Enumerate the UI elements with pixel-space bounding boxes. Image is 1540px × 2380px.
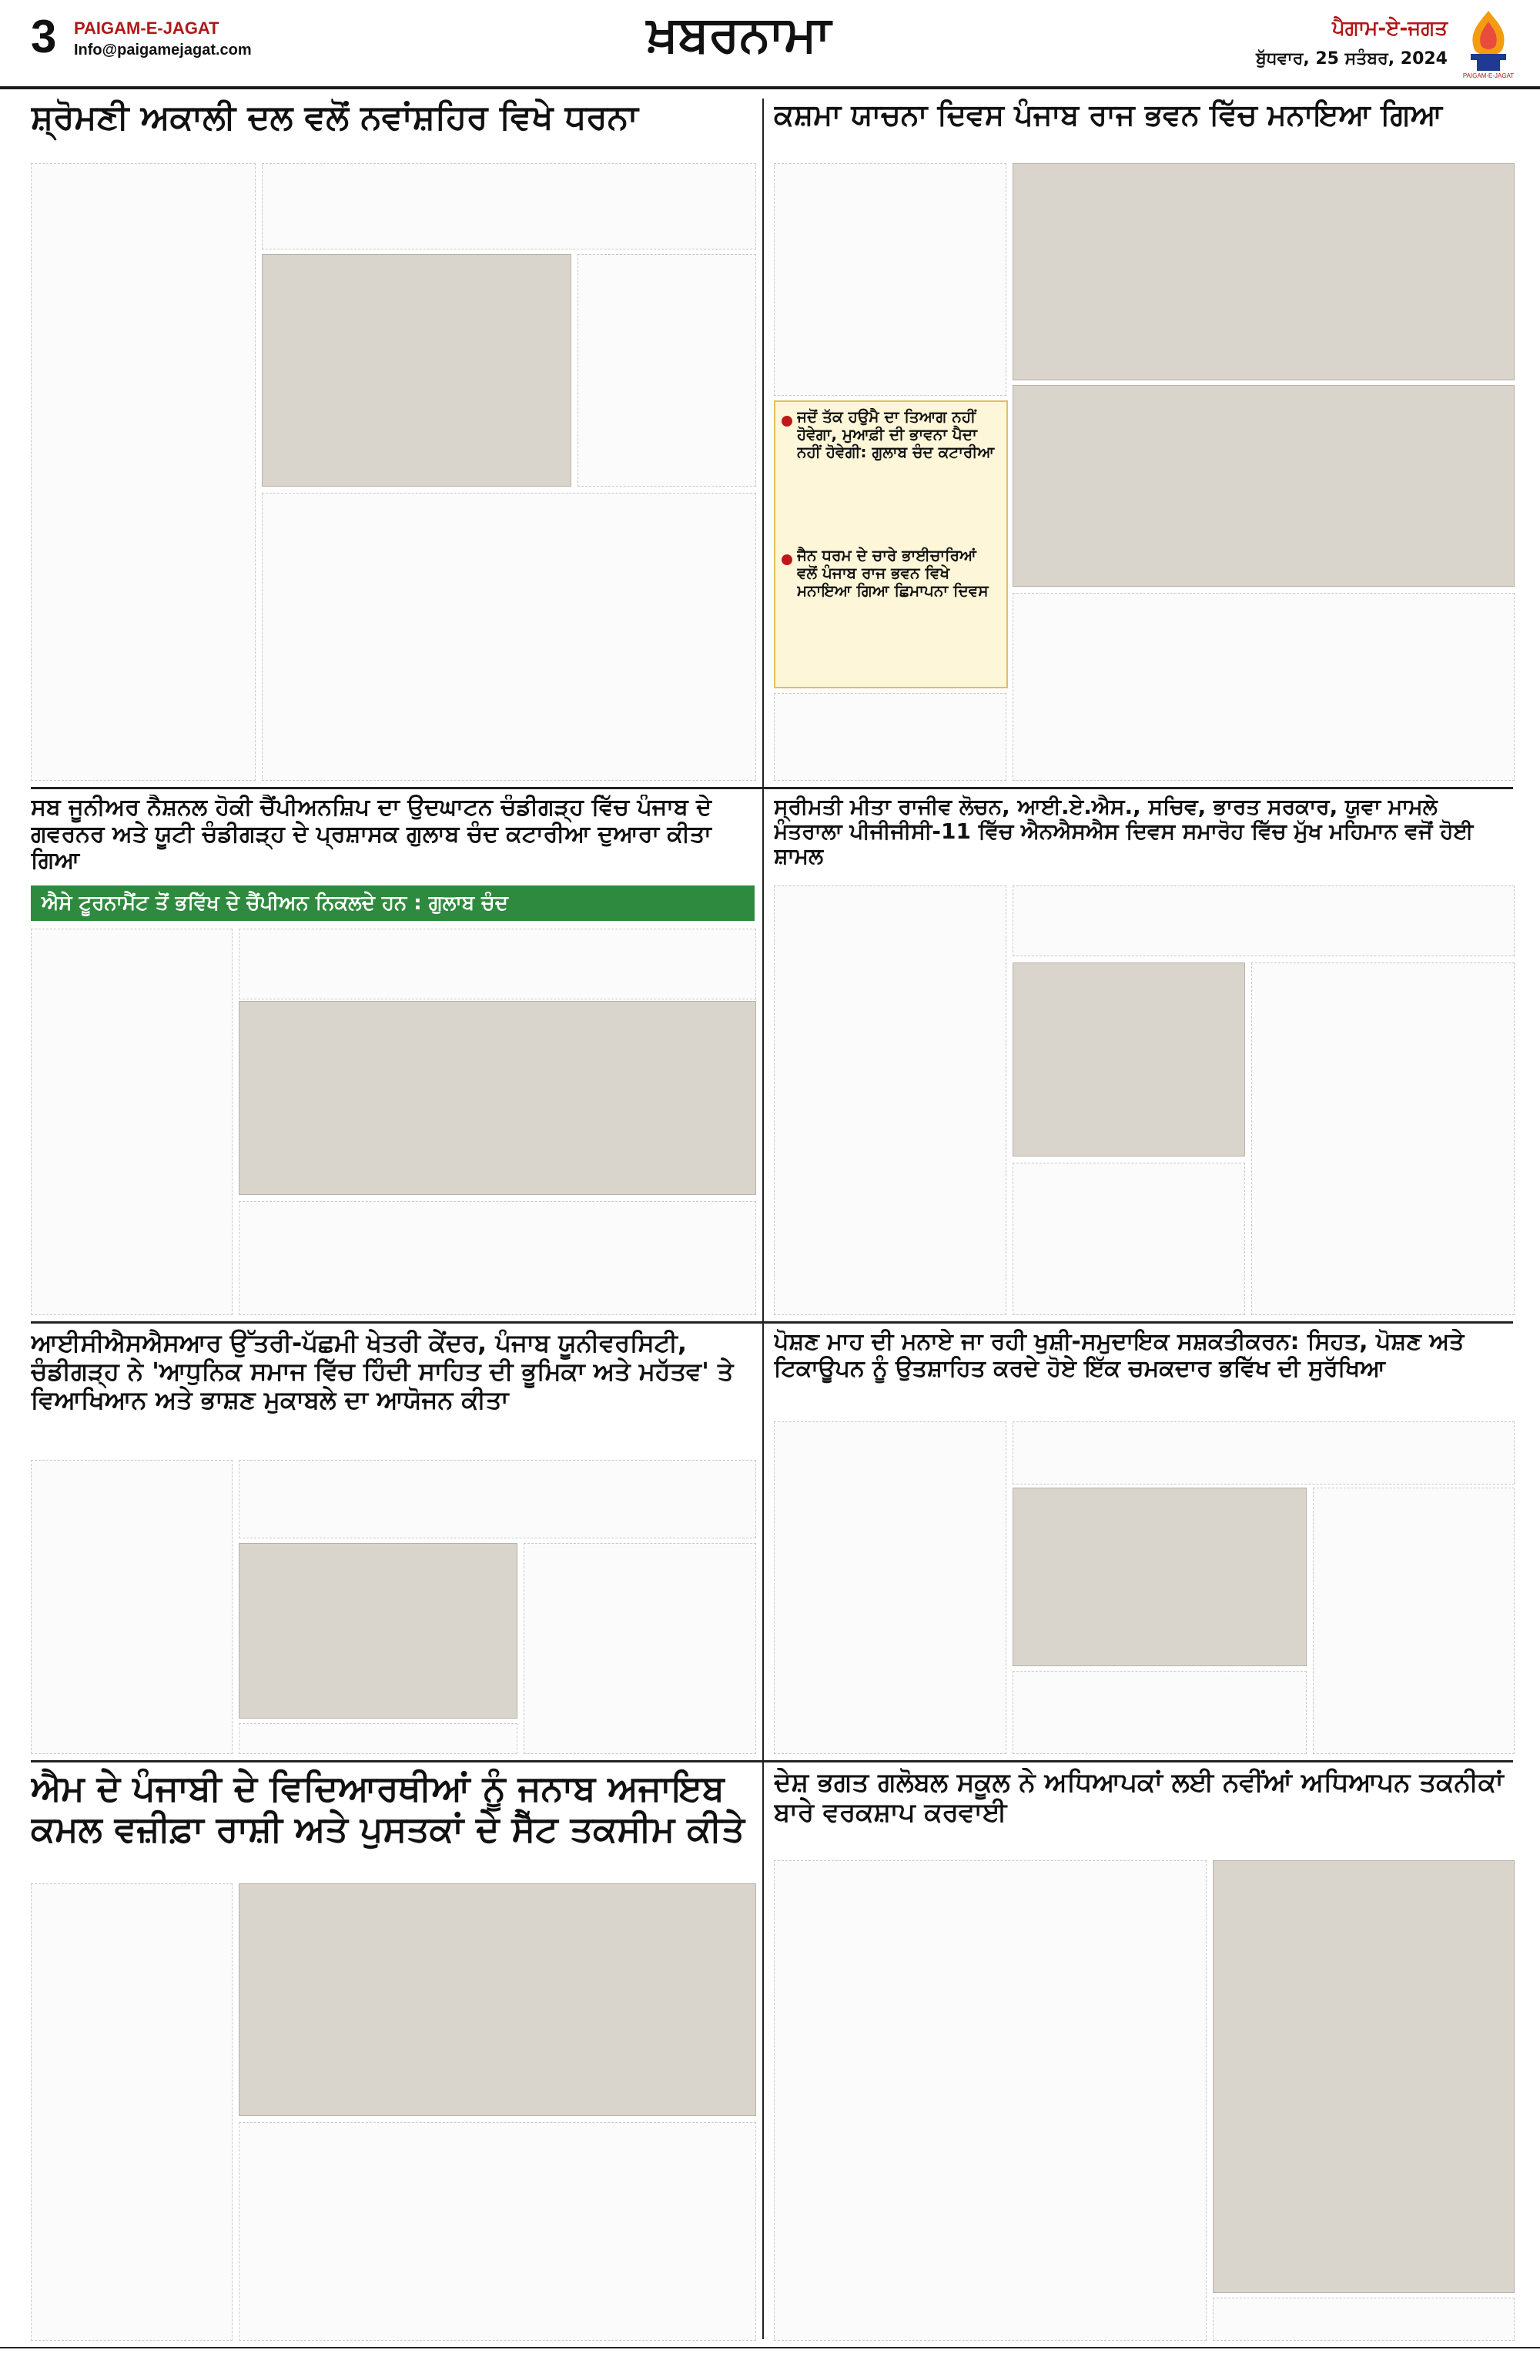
body-workshop-caption bbox=[1213, 2298, 1515, 2341]
body-nss bbox=[774, 885, 1006, 1315]
section-divider bbox=[31, 787, 1513, 789]
headline-poshan: ਪੋਸ਼ਣ ਮਾਹ ਦੀ ਮਨਾਏ ਜਾ ਰਹੀ ਖੁਸ਼ੀ-ਸਮੁਦਾਇਕ ਸਸ਼ਕਤੀਕਰਨ: ਸਿਹਤ, ਪੋਸ਼ਣ ਅਤੇ ਟਿਕਾਊਪਨ ਨੂੰ ਉਤਸ਼ਾਹਿਤ ਕਰਦੇ ਹੋਏ ਇੱਕ ਚਮਕਦਾਰ ਭਵਿੱਖ ਦੀ ਸੁਰੱਖਿਆ bbox=[774, 1329, 1465, 1382]
page-number: 3 bbox=[31, 11, 57, 62]
headline-punjabi-students: ਐਮ ਦੇ ਪੰਜਾਬੀ ਦੇ ਵਿਦਿਆਰਥੀਆਂ ਨੂੰ ਜਨਾਬ ਅਜਾਇਬ ਕਮਲ ਵਜ਼ੀਫ਼ਾ ਰਾਸ਼ੀ ਅਤੇ ਪੁਸਤਕਾਂ ਦੇ ਸੈੱਟ ਤਕਸੀਮ ਕੀਤੇ bbox=[31, 1768, 745, 1849]
logo-text: PAIGAM-E-JAGAT bbox=[1462, 72, 1515, 79]
body-raj-bhavan-col3 bbox=[774, 693, 1006, 781]
body-hockey bbox=[31, 929, 233, 1315]
body-punjabi-students-col2 bbox=[239, 2122, 756, 2341]
headline-hockey: ਸਬ ਜੂਨੀਅਰ ਨੈਸ਼ਨਲ ਹੋਕੀ ਚੈਂਪੀਅਨਸ਼ਿਪ ਦਾ ਉਦਘਾਟਨ ਚੰਡੀਗੜ੍ਹ ਵਿੱਚ ਪੰਜਾਬ ਦੇ ਗਵਰਨਰ ਅਤੇ ਯੂਟੀ ਚੰਡੀਗੜ੍ਹ ਦੇ ਪ੍ਰਸ਼ਾਸਕ ਗੁਲਾਬ ਚੰਦ ਕਟਾਰੀਆ ਦੁਆਰਾ ਕੀਤਾ ਗਿਆ bbox=[31, 795, 711, 874]
headline-icssr: ਆਈਸੀਐਸਐਸਆਰ ਉੱਤਰੀ-ਪੱਛਮੀ ਖੇਤਰੀ ਕੇਂਦਰ, ਪੰਜਾਬ ਯੂਨੀਵਰਸਿਟੀ, ਚੰਡੀਗੜ੍ਹ ਨੇ 'ਆਧੁਨਿਕ ਸਮਾਜ ਵਿੱਚ ਹਿੰਦੀ ਸਾਹਿਤ ਦੀ ਭੂਮਿਕਾ ਅਤੇ ਮਹੱਤਵ' ਤੇ ਵਿਆਖਿਆਨ ਅਤੇ ਭਾਸ਼ਣ ਮੁਕਾਬਲੇ ਦਾ ਆਯੋਜਨ ਕੀਤਾ bbox=[31, 1329, 734, 1414]
photo-nss-event bbox=[1013, 962, 1245, 1157]
body-raj-bhavan bbox=[774, 163, 1006, 396]
photo-workshop bbox=[1213, 1860, 1515, 2293]
photo-punjabi-students bbox=[239, 1883, 756, 2116]
body-hockey-col3 bbox=[239, 1201, 756, 1315]
footer-disclaimer bbox=[0, 2347, 1540, 2380]
body-icssr-col4 bbox=[239, 1723, 517, 1754]
headline-akali-dal: ਸ਼੍ਰੋਮਣੀ ਅਕਾਲੀ ਦਲ ਵਲੋਂ ਨਵਾਂਸ਼ਹਿਰ ਵਿਖੇ ਧਰਨਾ bbox=[31, 99, 638, 137]
headline-workshop: ਦੇਸ਼ ਭਗਤ ਗਲੋਬਲ ਸਕੂਲ ਨੇ ਅਧਿਆਪਕਾਂ ਲਈ ਨਵੀਂਆਂ ਅਧਿਆਪਨ ਤਕਨੀਕਾਂ ਬਾਰੇ ਵਰਕਸ਼ਾਪ ਕਰਵਾਈ bbox=[774, 1768, 1504, 1829]
body-akali-dal bbox=[31, 163, 256, 781]
body-nss-col2 bbox=[1013, 885, 1515, 956]
subhead-band-hockey: ਐਸੇ ਟੂਰਨਾਮੈਂਟ ਤੋਂ ਭਵਿੱਖ ਦੇ ਚੈਂਪੀਅਨ ਨਿਕਲਦੇ ਹਨ : ਗੁਲਾਬ ਚੰਦ bbox=[31, 885, 755, 921]
masthead bbox=[0, 0, 1540, 89]
section-divider bbox=[31, 1760, 1513, 1762]
headline-nss: ਸ੍ਰੀਮਤੀ ਮੀਤਾ ਰਾਜੀਵ ਲੋਚਨ, ਆਈ.ਏ.ਐਸ., ਸਚਿਵ, ਭਾਰਤ ਸਰਕਾਰ, ਯੁਵਾ ਮਾਮਲੇ ਮੰਤਰਾਲਾ ਪੀਜੀਜੀਸੀ-11 ਵਿੱਚ ਐਨਐਸਐਸ ਦਿਵਸ ਸਮਾਰੋਹ ਵਿੱਚ ਮੁੱਖ ਮਹਿਮਾਨ ਵਜੋਂ ਹੋਈ ਸ਼ਾਮਲ bbox=[774, 795, 1474, 869]
bullet-icon bbox=[782, 554, 792, 565]
body-akali-dal-col3 bbox=[578, 254, 756, 487]
newspaper-logo-icon bbox=[1454, 6, 1523, 80]
body-workshop bbox=[774, 1860, 1207, 2341]
body-icssr-col2 bbox=[239, 1460, 756, 1538]
body-akali-dal-col4 bbox=[262, 493, 756, 781]
body-poshan-col4 bbox=[1013, 1671, 1307, 1754]
section-title: ਖ਼ਬਰਨਾਮਾ bbox=[647, 6, 832, 63]
body-punjabi-students bbox=[31, 1883, 233, 2341]
photo-raj-bhavan-2 bbox=[1013, 385, 1515, 587]
brand-name-small: PAIGAM-E-JAGAT bbox=[74, 18, 219, 38]
pullquote-katarai: ਜਦੋਂ ਤੱਕ ਹਉਮੈ ਦਾ ਤਿਆਗ ਨਹੀਂ ਹੋਵੇਗਾ, ਮੁਆਫ਼ੀ ਦੀ ਭਾਵਨਾ ਪੈਦਾ ਨਹੀਂ ਹੋਵੇਗੀ: ਗੁਲਾਬ ਚੰਦ ਕਟਾਰੀਆ bbox=[797, 408, 995, 461]
body-nss-col4 bbox=[1013, 1163, 1245, 1315]
body-icssr bbox=[31, 1460, 233, 1754]
brand-name-right: ਪੈਗਾਮ-ਏ-ਜਗਤ bbox=[1332, 17, 1448, 40]
headline-raj-bhavan: ਕਸ਼ਮਾ ਯਾਚਨਾ ਦਿਵਸ ਪੰਜਾਬ ਰਾਜ ਭਵਨ ਵਿੱਚ ਮਨਾਇਆ ਗਿਆ bbox=[774, 99, 1443, 132]
column-divider bbox=[762, 99, 764, 2339]
body-nss-col3 bbox=[1251, 962, 1515, 1315]
body-akali-dal-col2 bbox=[262, 163, 756, 249]
email-address[interactable]: Info@paigamejagat.com bbox=[74, 42, 252, 59]
pullquote-jain-community: ਜੈਨ ਧਰਮ ਦੇ ਚਾਰੇ ਭਾਈਚਾਰਿਆਂ ਵਲੋਂ ਪੰਜਾਬ ਰਾਜ ਭਵਨ ਵਿਖੇ ਮਨਾਇਆ ਗਿਆ ਛਿਮਾਪਨਾ ਦਿਵਸ bbox=[797, 547, 989, 600]
bullet-icon bbox=[782, 416, 792, 427]
date-line: ਬੁੱਧਵਾਰ, 25 ਸਤੰਬਰ, 2024 bbox=[1256, 49, 1448, 69]
photo-akali-dal-protest bbox=[262, 254, 571, 487]
photo-poshan-event bbox=[1013, 1488, 1307, 1666]
body-poshan-col3 bbox=[1313, 1488, 1515, 1754]
section-divider bbox=[31, 1321, 1513, 1324]
photo-hockey-team bbox=[239, 1001, 756, 1195]
photo-icssr-event bbox=[239, 1543, 517, 1719]
body-poshan bbox=[774, 1421, 1006, 1754]
photo-raj-bhavan-1 bbox=[1013, 163, 1515, 380]
body-hockey-col2 bbox=[239, 929, 756, 999]
body-raj-bhavan-col2 bbox=[1013, 593, 1515, 781]
body-poshan-col2 bbox=[1013, 1421, 1515, 1485]
body-icssr-col3 bbox=[524, 1543, 756, 1754]
